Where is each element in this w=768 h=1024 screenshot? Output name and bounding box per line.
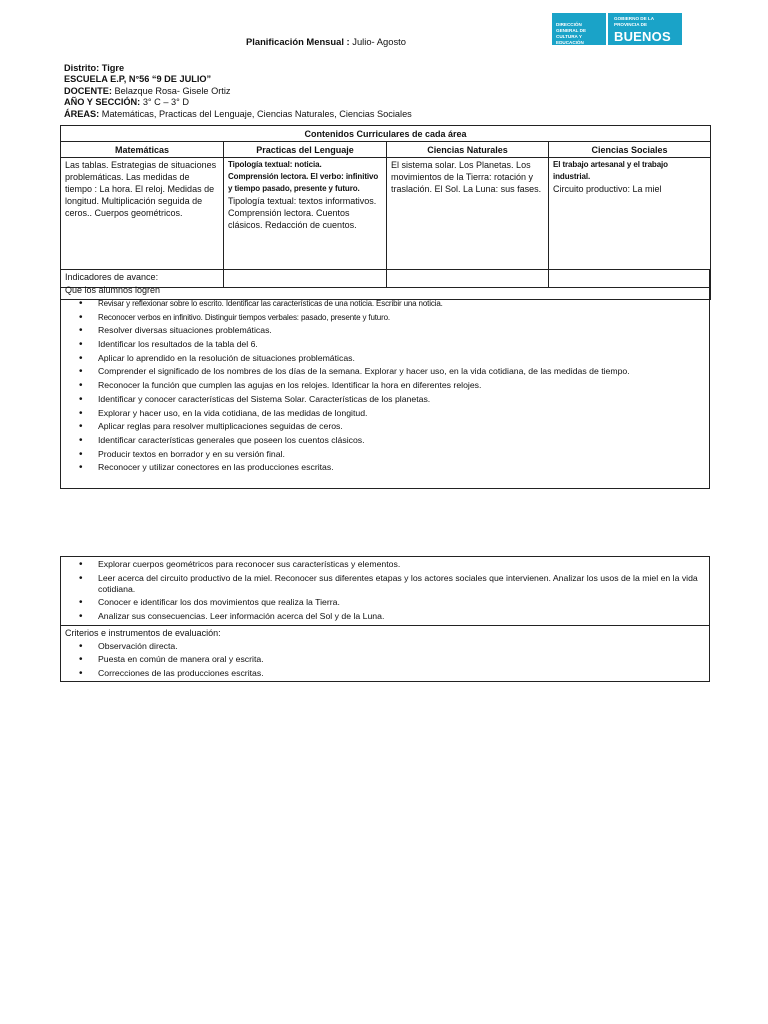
column-header: Ciencias Naturales xyxy=(387,142,549,158)
buenos-aires-government-logo xyxy=(552,13,682,59)
table-cell-naturales: El sistema solar. Los Planetas. Los movimientos de la Tierra: rotación y traslación. El Sol. La Luna: sus fases. xyxy=(387,158,549,288)
docente-value: Belazque Rosa- Gisele Ortiz xyxy=(114,85,231,96)
indicadores-list xyxy=(61,298,709,473)
title-label: Planificación Mensual : xyxy=(246,36,350,47)
table-cell-sociales xyxy=(549,158,711,288)
list-item: • Revisar y reflexionar sobre lo escrito. Identificar las características de una noticia. Escribir una noticia. xyxy=(61,298,709,309)
column-header: Practicas del Lenguaje xyxy=(224,142,387,158)
list-item: • Explorar cuerpos geométricos para reconocer sus características y elementos. xyxy=(61,559,709,570)
logo-gobierno-big: BUENOS AIRES xyxy=(614,29,671,59)
areas-label: ÁREAS: xyxy=(64,108,100,119)
list-item: • Identificar características generales que poseen los cuentos clásicos. xyxy=(61,435,709,446)
list-item: • Observación directa. xyxy=(61,641,709,652)
table-caption: Contenidos Curriculares de cada área xyxy=(61,126,711,142)
list-item: • Puesta en común de manera oral y escrita. xyxy=(61,654,709,665)
indicadores-subheading: Que los alumnos logren xyxy=(65,285,161,295)
criterios-heading: Criterios e instrumentos de evaluación: xyxy=(65,627,221,638)
sociales-part: Circuito productivo: La miel xyxy=(553,184,662,194)
anio-label: AÑO Y SECCIÓN: xyxy=(64,97,141,108)
logo-dgce: DIRECCIÓN GENERAL DE CULTURA Y EDUCACIÓN xyxy=(552,13,606,45)
list-item: • Identificar y conocer características del Sistema Solar. Características de los planetas. xyxy=(61,394,709,405)
list-item: • Comprender el significado de los nombres de los días de la semana. Explorar y hacer uso, en la vida cotidiana, de las medidas de tiempo. xyxy=(61,366,709,377)
list-item: • Explorar y hacer uso, en la vida cotidiana, de las medidas de longitud. xyxy=(61,408,709,419)
table-cell-matematicas: Las tablas. Estrategias de situaciones problemáticas. Las medidas de tiempo : La hora. El reloj. Medidas de longitud. Multiplicación seguida de ceros.. Cuerpos geométricos. xyxy=(61,158,224,288)
logo-gobierno xyxy=(608,13,682,59)
document-header xyxy=(64,63,412,120)
list-item: • Resolver diversas situaciones problemáticas. xyxy=(61,325,709,336)
list-item: • Reconocer verbos en infinitivo. Distinguir tiempos verbales: pasado, presente y futuro. xyxy=(61,312,709,323)
anio-value: 3° C – 3° D xyxy=(142,97,189,108)
list-item: • Producir textos en borrador y en su versión final. xyxy=(61,449,709,460)
list-item: • Reconocer la función que cumplen las agujas en los relojes. Identificar la hora en diferentes relojes. xyxy=(61,380,709,391)
table-cell-lenguaje xyxy=(224,158,387,288)
lenguaje-part: Tipología textual: textos informativos. Comprensión lectora. Cuentos clásicos. Redacción de cuentos. xyxy=(228,196,377,230)
column-header: Matemáticas xyxy=(61,142,224,158)
distrito: Distrito: Tigre xyxy=(64,63,125,73)
indicadores-heading: Indicadores de avance: xyxy=(65,272,159,282)
list-item: • Correcciones de las producciones escritas. xyxy=(61,668,709,679)
list-item: • Leer acerca del circuito productivo de la miel. Reconocer sus diferentes etapas y los actores sociales que intervienen. Analizar los usos de la miel en la vida cotidiana. xyxy=(61,573,709,595)
page-title xyxy=(246,36,406,47)
list-item: • Identificar los resultados de la tabla del 6. xyxy=(61,339,709,350)
lenguaje-part: Tipología textual: noticia. xyxy=(228,160,322,169)
indicadores-box xyxy=(60,269,710,489)
continuacion-box xyxy=(60,556,710,682)
lenguaje-part: Comprensión lectora. El verbo: infinitivo y tiempo pasado, presente y futuro. xyxy=(228,172,379,193)
continuacion-list xyxy=(61,559,709,622)
list-item: • Aplicar lo aprendido en la resolución de situaciones problemáticas. xyxy=(61,353,709,364)
list-item: • Aplicar reglas para resolver multiplicaciones seguidas de ceros. xyxy=(61,421,709,432)
escuela: ESCUELA E.P, N°56 “9 DE JULIO” xyxy=(64,74,212,85)
title-dates: Julio- Agosto xyxy=(352,36,406,47)
sociales-part: El trabajo artesanal y el trabajo industrial. xyxy=(553,160,668,181)
column-header: Ciencias Sociales xyxy=(549,142,711,158)
docente-label: DOCENTE: xyxy=(64,85,112,96)
list-item: • Conocer e identificar los dos movimientos que realiza la Tierra. xyxy=(61,597,709,608)
list-item: • Analizar sus consecuencias. Leer información acerca del Sol y de la Luna. xyxy=(61,611,709,622)
logo-gobierno-small: GOBIERNO DE LA PROVINCIA DE xyxy=(614,16,654,27)
criterios-list xyxy=(61,641,709,679)
list-item: • Reconocer y utilizar conectores en las producciones escritas. xyxy=(61,462,709,473)
areas-value: Matemáticas, Practicas del Lenguaje, Ciencias Naturales, Ciencias Sociales xyxy=(101,108,412,119)
